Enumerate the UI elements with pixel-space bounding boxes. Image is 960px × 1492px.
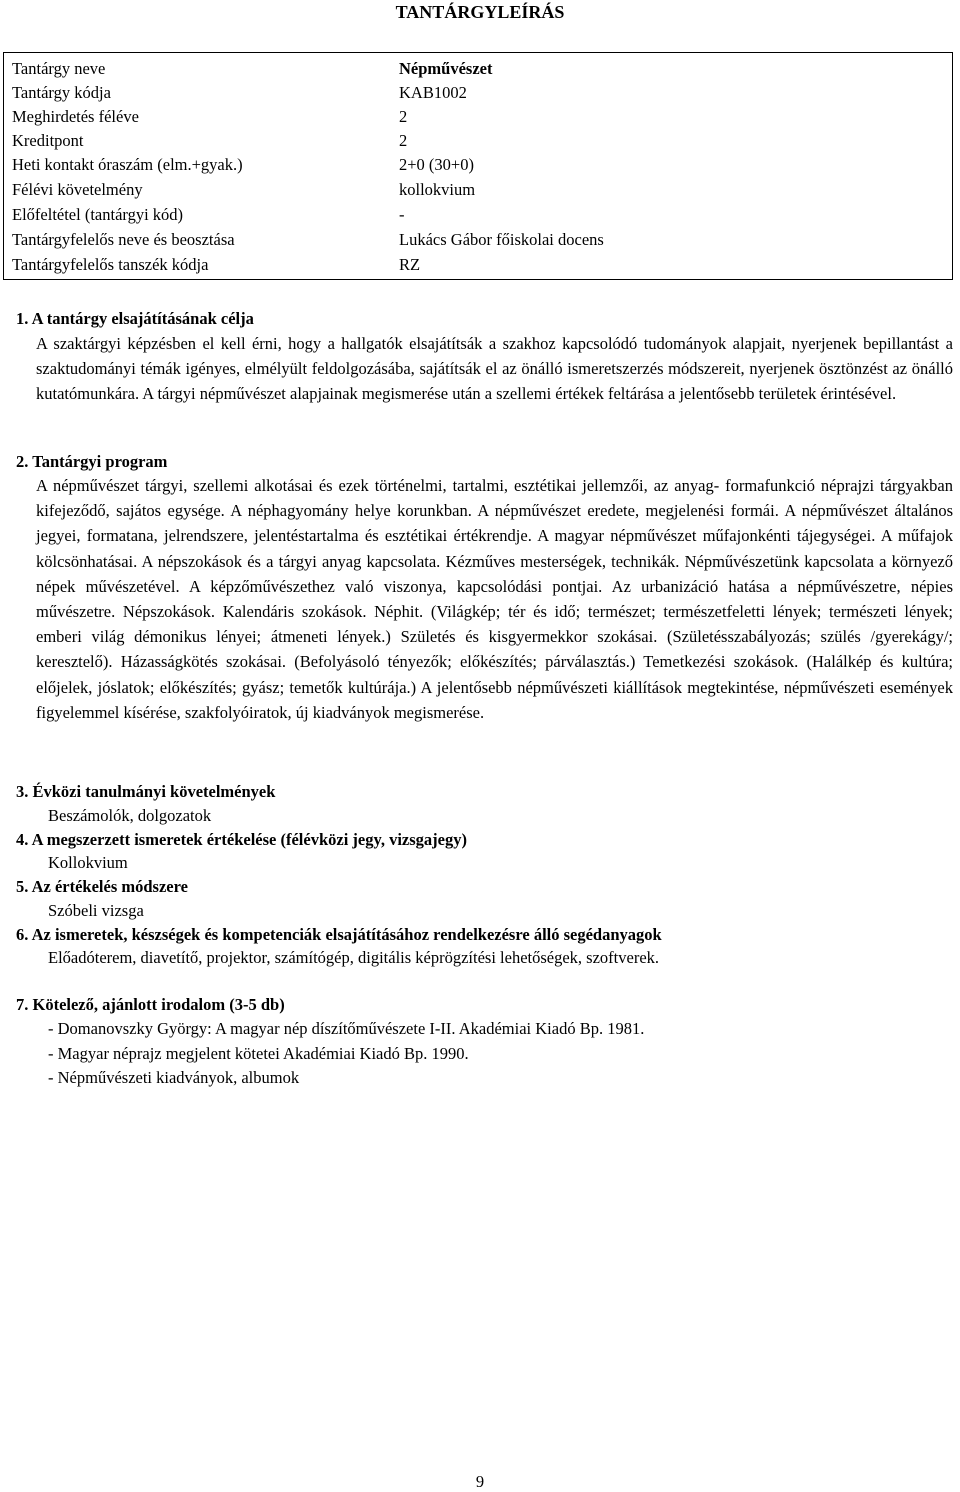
section-5-text: Szóbeli vizsga — [48, 901, 144, 920]
info-row-requirement — [12, 178, 942, 202]
section-3-text: Beszámolók, dolgozatok — [48, 806, 212, 825]
info-label: Tantárgyfelelős tanszék kódja — [12, 255, 209, 274]
info-value: - — [399, 205, 405, 224]
info-label: Tantárgy kódja — [12, 83, 111, 102]
info-value: 2 — [399, 107, 408, 126]
info-row-department — [12, 253, 942, 277]
course-info-table — [3, 52, 953, 280]
section-1-text: A szaktárgyi képzésben el kell érni, hogy a hallgatók elsajátítsák a szakhoz kapcsolódó tudományok alapjait, nyerjenek bepillantást a szaktudományi témák igényes, elmélyült feldolgozásába, sajátítsák el az önálló ismeretszerzés módszereit, nyerjenek ösztönzést az önálló kutatómunkára. A tárgyi népművészet alapjainak megismerése után a szellemi értékek feltárása a jelentősebb területek érintésével. — [36, 334, 953, 404]
section-1-body — [36, 331, 953, 407]
literature-item: - Domanovszky György: A magyar nép díszítőművészete I-II. Akadémiai Kiadó Bp. 1981. — [48, 1019, 645, 1038]
section-4-heading: 4. A megszerzett ismeretek értékelése (félévközi jegy, vizsgajegy) — [16, 830, 467, 849]
info-row-semester — [12, 105, 942, 129]
section-6-text: Előadóterem, diavetítő, projektor, számítógép, digitális képrögzítési lehetőségek, szoftverek. — [48, 948, 660, 967]
section-7-heading: 7. Kötelező, ajánlott irodalom (3-5 db) — [16, 995, 285, 1014]
info-row-credits — [12, 129, 942, 153]
info-label: Tantárgy neve — [12, 59, 106, 78]
info-row-course-name — [12, 57, 942, 81]
info-label: Tantárgyfelelős neve és beosztása — [12, 230, 235, 249]
info-label: Kreditpont — [12, 131, 84, 150]
info-label: Előfeltétel (tantárgyi kód) — [12, 205, 184, 224]
document-title: TANTÁRGYLEÍRÁS — [395, 2, 565, 22]
info-row-course-code — [12, 81, 942, 105]
info-value: 2+0 (30+0) — [399, 155, 474, 174]
section-1-heading: 1. A tantárgy elsajátításának célja — [16, 309, 254, 328]
info-value: RZ — [399, 255, 421, 274]
section-6-heading: 6. Az ismeretek, készségek és kompetenciák elsajátításához rendelkezésre álló segédanyagok — [16, 925, 662, 944]
info-label: Heti kontakt óraszám (elm.+gyak.) — [12, 155, 243, 174]
section-5-heading: 5. Az értékelés módszere — [16, 877, 188, 896]
section-2-heading: 2. Tantárgyi program — [16, 452, 168, 471]
literature-item: - Magyar néprajz megjelent kötetei Akadémiai Kiadó Bp. 1990. — [48, 1044, 469, 1063]
info-row-prerequisite — [12, 203, 942, 227]
info-label: Meghirdetés féléve — [12, 107, 139, 126]
section-3-heading: 3. Évközi tanulmányi követelmények — [16, 782, 276, 801]
info-value: kollokvium — [399, 180, 476, 199]
info-value: 2 — [399, 131, 408, 150]
page-number: 9 — [475, 1472, 485, 1491]
info-value: KAB1002 — [399, 83, 467, 102]
info-label: Félévi követelmény — [12, 180, 143, 199]
literature-item: - Népművészeti kiadványok, albumok — [48, 1068, 300, 1087]
info-value: Népművészet — [399, 59, 493, 78]
section-2-body — [36, 473, 953, 725]
section-2-text: A népművészet tárgyi, szellemi alkotásai és ezek történelmi, tartalmi, esztétikai jellemzői, az anyag- formafunkció néprajzi tárgyakban kifejeződő, sajátos egysége. A néphagyomány helye korunkban. A népművészet eredete, megjelenési formái. A népművészet általános jegyei, formatana, jelrendszere, jelentéstartalma és esztétikai értékrendje. A magyar népművészet műfajonkénti tájegységei. A műfajok kölcsönhatásai. A népszokások és a tárgyi anyag kapcsolata. Kézműves mesterségek, technikák. Népművészetünk kapcsolata a környező népek művészetével. A képzőművészethez való viszonya, kapcsolódási pontjai. Az urbanizáció hatása a népművészetre, népies művészetre. Népszokások. Kalendáris szokások. Néphit. (Világkép; tér és idő; természet; természetfeletti lények; természeti lények; emberi világ démonikus lényei; átmeneti lények.) Születés és kisgyermekkor szokásai. (Születésszabályozás; szülés /gyerekágy/; keresztelő). Házasságkötés szokásai. (Befolyásoló tényezők; előkészítés; párválasztás.) Temetkezési szokások. (Halálkép és kultúra; előjelek, jóslatok; előkészítés; gyász; temetők kultúrája.) A jelentősebb népművészeti kiállítások megtekintése, népművészeti események figyelemmel kísérése, szakfolyóiratok, új kiadványok megismerése. — [36, 476, 953, 722]
info-row-responsible — [12, 228, 942, 252]
info-row-weekly-hours — [12, 153, 942, 177]
section-4-text: Kollokvium — [48, 853, 128, 872]
info-value: Lukács Gábor főiskolai docens — [399, 230, 604, 249]
